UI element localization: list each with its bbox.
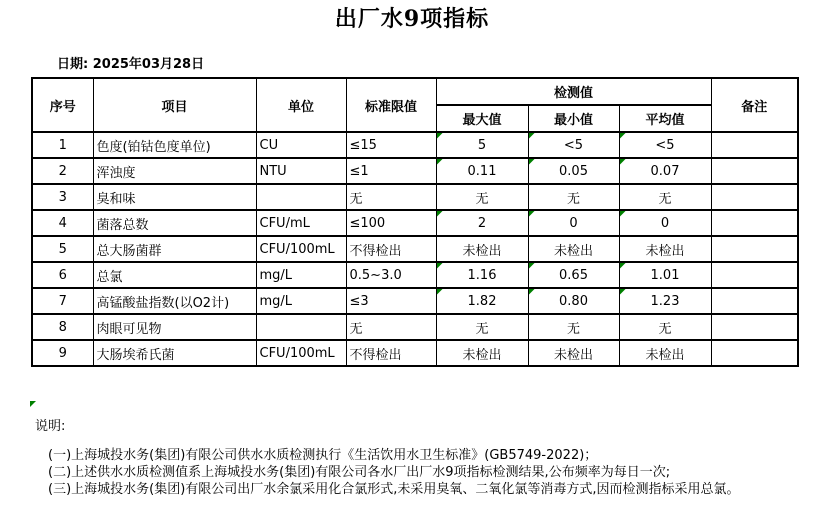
cell-remark [711,262,798,288]
cell-remark [711,210,798,236]
note-line: (二)上述供水水质检测值系上海城投水务(集团)有限公司各水厂出厂水9项指标检测结果,公布频率为每日一次; [48,465,671,480]
notes-list [48,447,740,498]
cell-min: 0.65 [528,262,619,288]
cell-remark [711,158,798,184]
cell-limit: 无 [346,184,436,210]
cell-avg: 1.23 [619,288,711,314]
cell-avg: 未检出 [619,340,711,366]
cell-min: 未检出 [528,340,619,366]
header-min: 最小值 [528,105,619,132]
cell-seq: 8 [32,314,93,340]
cell-max: 未检出 [436,236,528,262]
cell-max: 1.16 [436,262,528,288]
cell-seq: 1 [32,132,93,158]
cell-avg: 1.01 [619,262,711,288]
note-line: (三)上海城投水务(集团)有限公司出厂水余氯采用化合氯形式,未采用臭氧、二氧化氯等消毒方式,因而检测指标采用总氯。 [48,482,740,497]
cell-min: 无 [528,184,619,210]
cell-limit: ≤100 [346,210,436,236]
header-avg: 平均值 [619,105,711,132]
cell-item: 大肠埃希氏菌 [93,340,256,366]
cell-unit [256,314,346,340]
cell-item: 浑浊度 [93,158,256,184]
cell-remark [711,184,798,210]
table-body [32,132,798,366]
cell-seq: 9 [32,340,93,366]
cell-min: 0.05 [528,158,619,184]
cell-max: 无 [436,184,528,210]
cell-remark [711,314,798,340]
table-row [32,210,798,236]
table-row [32,288,798,314]
cell-min: 未检出 [528,236,619,262]
cell-unit: mg/L [256,262,346,288]
cell-item: 菌落总数 [93,210,256,236]
cell-max: 0.11 [436,158,528,184]
cell-unit: NTU [256,158,346,184]
cell-remark [711,288,798,314]
cell-avg: <5 [619,132,711,158]
cell-flag-icon [30,401,36,407]
cell-min: 0 [528,210,619,236]
cell-item: 肉眼可见物 [93,314,256,340]
table-row [32,340,798,366]
cell-avg: 0 [619,210,711,236]
cell-max: 无 [436,314,528,340]
header-limit: 标准限值 [346,78,436,132]
header-unit: 单位 [256,78,346,132]
cell-unit: CU [256,132,346,158]
cell-unit: CFU/100mL [256,236,346,262]
indicators-table [31,77,799,367]
cell-avg: 无 [619,314,711,340]
notes-label: 说明: [35,419,66,434]
cell-max: 5 [436,132,528,158]
cell-max: 1.82 [436,288,528,314]
cell-item: 总大肠菌群 [93,236,256,262]
cell-seq: 7 [32,288,93,314]
cell-remark [711,236,798,262]
header-detection: 检测值 [436,78,711,105]
cell-seq: 4 [32,210,93,236]
cell-limit: 无 [346,314,436,340]
cell-remark [711,340,798,366]
cell-seq: 5 [32,236,93,262]
cell-min: <5 [528,132,619,158]
cell-limit: ≤1 [346,158,436,184]
cell-avg: 0.07 [619,158,711,184]
cell-min: 无 [528,314,619,340]
cell-avg: 无 [619,184,711,210]
table-row [32,132,798,158]
table-row [32,262,798,288]
cell-unit [256,184,346,210]
table-row [32,184,798,210]
header-item: 项目 [93,78,256,132]
cell-limit: ≤15 [346,132,436,158]
table-row [32,158,798,184]
cell-limit: ≤3 [346,288,436,314]
table-row [32,236,798,262]
cell-seq: 3 [32,184,93,210]
report-date: 日期: 2025年03月28日 [57,57,205,72]
cell-max: 未检出 [436,340,528,366]
cell-avg: 未检出 [619,236,711,262]
cell-remark [711,132,798,158]
header-remark: 备注 [711,78,798,132]
cell-limit: 不得检出 [346,340,436,366]
cell-max: 2 [436,210,528,236]
cell-item: 高锰酸盐指数(以O2计) [93,288,256,314]
cell-min: 0.80 [528,288,619,314]
cell-unit: CFU/100mL [256,340,346,366]
cell-seq: 2 [32,158,93,184]
cell-item: 臭和味 [93,184,256,210]
table-row [32,314,798,340]
header-max: 最大值 [436,105,528,132]
page-title: 出厂水9项指标 [334,6,490,32]
cell-item: 色度(铂钴色度单位) [93,132,256,158]
header-row-1 [32,78,798,105]
cell-unit: mg/L [256,288,346,314]
cell-item: 总氯 [93,262,256,288]
header-seq: 序号 [32,78,93,132]
cell-limit: 0.5~3.0 [346,262,436,288]
cell-seq: 6 [32,262,93,288]
note-line: (一)上海城投水务(集团)有限公司供水水质检测执行《生活饮用水卫生标准》(GB5749-2022)； [48,448,598,463]
cell-limit: 不得检出 [346,236,436,262]
cell-unit: CFU/mL [256,210,346,236]
